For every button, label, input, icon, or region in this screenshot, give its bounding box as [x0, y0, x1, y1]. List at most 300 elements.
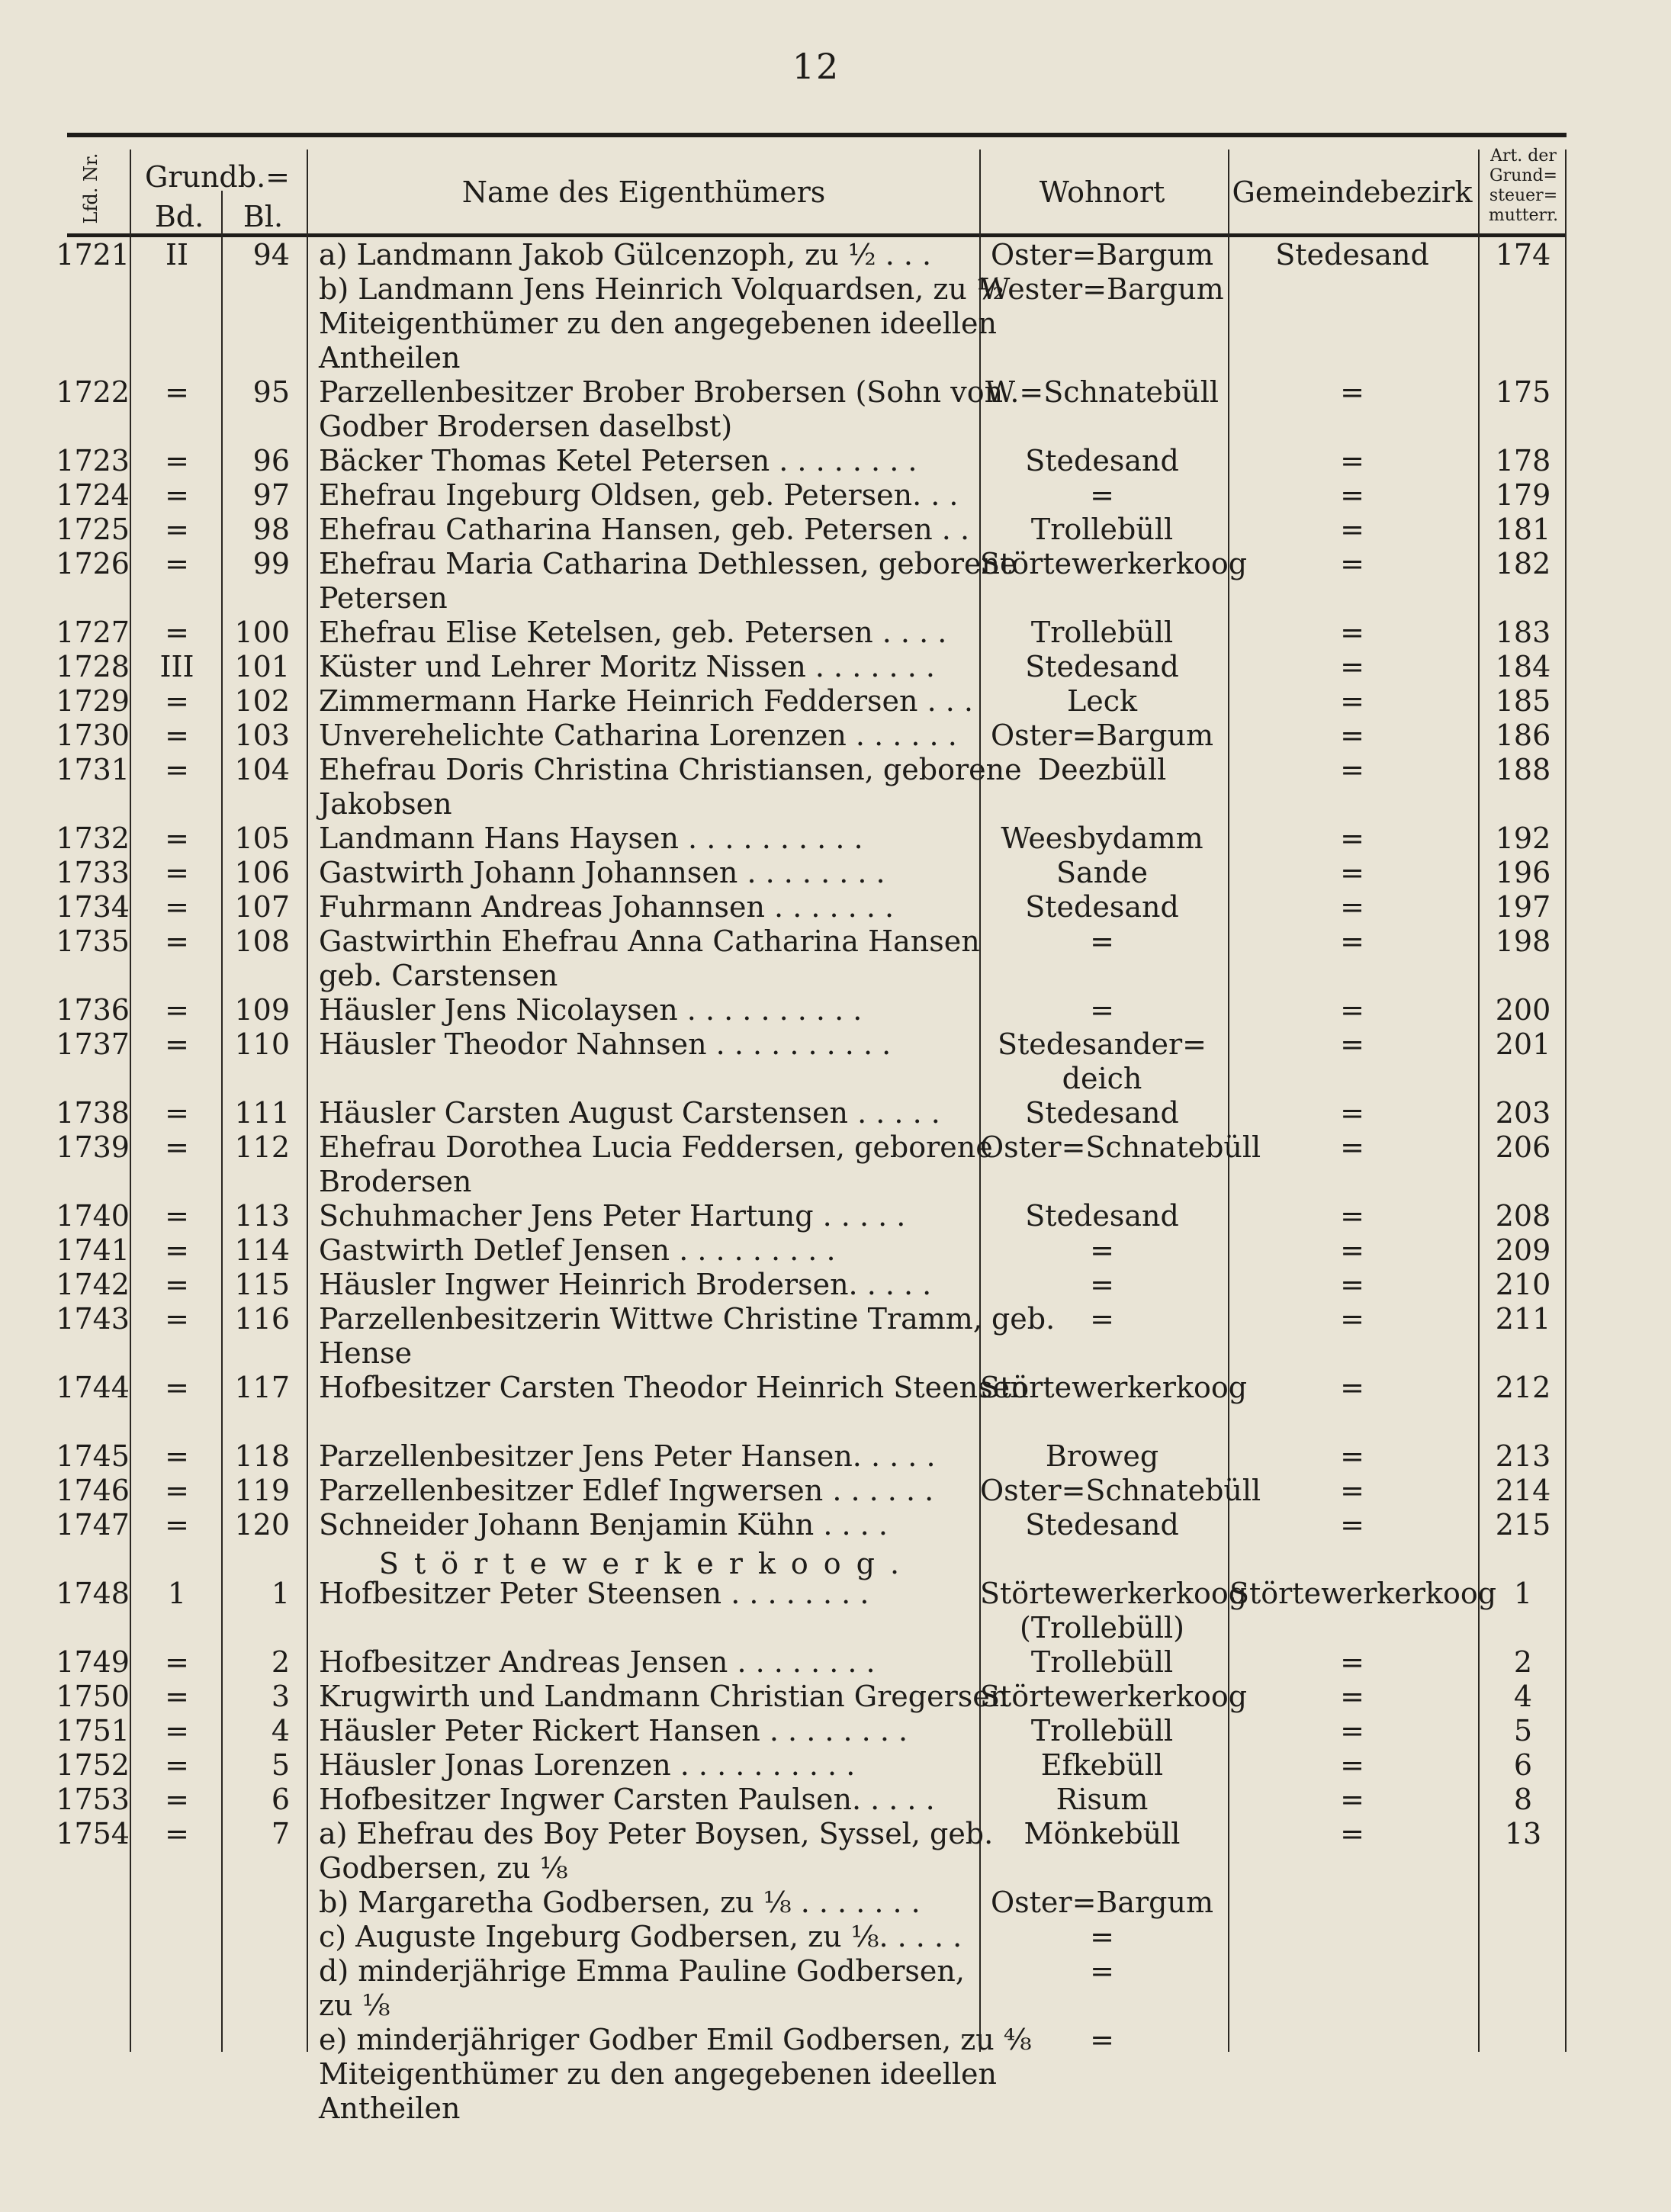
- grundbuch-blatt: 120: [234, 1508, 290, 1542]
- wohnort: Trollebüll: [1030, 1714, 1174, 1747]
- table-row: [0, 1989, 1671, 2022]
- grundbuch-blatt: 7: [271, 1817, 290, 1850]
- table-row: [0, 993, 1671, 1027]
- table-header-rule: [67, 233, 1567, 237]
- grundbuch-band: =: [165, 478, 189, 512]
- lfd-nr: 1746: [56, 1474, 130, 1507]
- art-number: 188: [1495, 753, 1551, 786]
- table-row: [0, 1577, 1671, 1610]
- table-row: [0, 616, 1671, 649]
- grundbuch-blatt: 96: [252, 444, 290, 477]
- gemeindebezirk: =: [1340, 856, 1364, 889]
- art-number: 181: [1495, 513, 1551, 546]
- gemeindebezirk: =: [1340, 1130, 1364, 1164]
- art-number: 1: [1513, 1577, 1533, 1610]
- wohnort: Oster=Bargum: [991, 719, 1213, 752]
- lfd-nr: 1732: [56, 821, 130, 855]
- lfd-nr: 1739: [56, 1130, 130, 1164]
- owner-name: Häusler Jonas Lorenzen . . . . . . . . . .: [319, 1748, 856, 1782]
- gemeindebezirk: =: [1340, 1748, 1364, 1782]
- art-number: 5: [1513, 1714, 1533, 1747]
- gemeindebezirk: =: [1340, 1268, 1364, 1301]
- art-number: 6: [1513, 1748, 1533, 1782]
- grundbuch-band: =: [165, 375, 189, 409]
- owner-name: Parzellenbesitzer Jens Peter Hansen. . . . .: [319, 1439, 936, 1473]
- table-row: [0, 513, 1671, 546]
- table-row: [0, 1062, 1671, 1095]
- lfd-nr: 1752: [56, 1748, 130, 1782]
- grundbuch-blatt: 4: [271, 1714, 290, 1747]
- grundbuch-blatt: 6: [271, 1783, 290, 1816]
- wohnort: Trollebüll: [1030, 513, 1174, 546]
- wohnort: Stedesand: [1025, 1096, 1179, 1130]
- lfd-nr: 1748: [56, 1577, 130, 1610]
- gemeindebezirk: =: [1340, 616, 1364, 649]
- table-top-rule: [67, 133, 1567, 137]
- grundbuch-blatt: 5: [271, 1748, 290, 1782]
- owner-name: Landmann Hans Haysen . . . . . . . . . .: [319, 821, 863, 855]
- wohnort: Leck: [1066, 684, 1138, 718]
- wohnort: Stedesand: [1025, 650, 1179, 683]
- grundbuch-band: II: [165, 238, 189, 272]
- gemeindebezirk: =: [1340, 1371, 1364, 1404]
- lfd-nr: 1728: [56, 650, 130, 683]
- owner-name: Hense: [319, 1336, 413, 1370]
- art-number: 179: [1495, 478, 1551, 512]
- table-row: [0, 1199, 1671, 1233]
- lfd-nr: 1750: [56, 1680, 130, 1713]
- table-row: [0, 1302, 1671, 1336]
- table-row: [0, 1405, 1671, 1439]
- table-row: [0, 581, 1671, 615]
- wohnort: Oster=Bargum: [991, 238, 1213, 272]
- owner-name: d) minderjährige Emma Pauline Godbersen,: [319, 1954, 965, 1988]
- owner-name: Häusler Theodor Nahnsen . . . . . . . . . .: [319, 1027, 892, 1061]
- grundbuch-band: =: [165, 1474, 189, 1507]
- gemeindebezirk: =: [1340, 1680, 1364, 1713]
- lfd-nr: 1745: [56, 1439, 130, 1473]
- gemeindebezirk: =: [1340, 478, 1364, 512]
- wohnort: Mönkebüll: [1023, 1817, 1181, 1850]
- grundbuch-band: =: [165, 1748, 189, 1782]
- gemeindebezirk: =: [1340, 547, 1364, 580]
- lfd-nr: 1753: [56, 1783, 130, 1816]
- grundbuch-band: =: [165, 616, 189, 649]
- gemeindebezirk: =: [1340, 1714, 1364, 1747]
- owner-name: a) Landmann Jakob Gülcenzoph, zu ½ . . .: [319, 238, 932, 272]
- wohnort: =: [1090, 1954, 1114, 1988]
- wohnort: =: [1090, 1920, 1114, 1953]
- table-row: [0, 1714, 1671, 1747]
- art-number: 2: [1513, 1645, 1533, 1679]
- owner-name: Parzellenbesitzer Edlef Ingwersen . . . . . .: [319, 1474, 934, 1507]
- table-row: [0, 272, 1671, 306]
- owner-name: Miteigenthümer zu den angegebenen ideellen: [319, 2057, 997, 2091]
- table-row: [0, 1611, 1671, 1645]
- owner-name: Brodersen: [319, 1165, 472, 1198]
- art-number: 215: [1495, 1508, 1551, 1542]
- wohnort: Trollebüll: [1030, 616, 1174, 649]
- table-row: [0, 684, 1671, 718]
- art-number: 214: [1495, 1474, 1551, 1507]
- grundbuch-band: III: [159, 650, 194, 683]
- lfd-nr: 1736: [56, 993, 130, 1027]
- owner-name: Ehefrau Ingeburg Oldsen, geb. Petersen. . .: [319, 478, 959, 512]
- header-bl: Bl.: [243, 200, 284, 233]
- owner-name: a) Ehefrau des Boy Peter Boysen, Syssel, geb.: [319, 1817, 994, 1850]
- wohnort: Störtewerkerkoog: [980, 1680, 1248, 1713]
- section-title: Störtewerkerkoog.: [378, 1547, 915, 1580]
- grundbuch-band: =: [165, 684, 189, 718]
- owner-name: Krugwirth und Landmann Christian Gregersen: [319, 1680, 1009, 1713]
- lfd-nr: 1721: [56, 238, 130, 272]
- art-number: 198: [1495, 924, 1551, 958]
- grundbuch-blatt: 106: [234, 856, 290, 889]
- header-bd: Bd.: [154, 200, 204, 233]
- table-row: [0, 2091, 1671, 2125]
- header-art-line-4: mutterr.: [1488, 206, 1559, 225]
- table-row: [0, 547, 1671, 580]
- wohnort: Trollebüll: [1030, 1645, 1174, 1679]
- owner-name: Godber Brodersen daselbst): [319, 410, 733, 443]
- table-row: [0, 959, 1671, 992]
- art-number: 183: [1495, 616, 1551, 649]
- page-number: 12: [792, 46, 840, 87]
- table-row: [0, 1680, 1671, 1713]
- wohnort: =: [1090, 1233, 1114, 1267]
- wohnort: Störtewerkerkoog: [980, 1371, 1248, 1404]
- grundbuch-band: =: [165, 444, 189, 477]
- owner-name: Häusler Carsten August Carstensen . . . . .: [319, 1096, 940, 1130]
- grundbuch-band: =: [165, 1714, 189, 1747]
- owner-name: Hofbesitzer Peter Steensen . . . . . . . .: [319, 1577, 869, 1610]
- lfd-nr: 1744: [56, 1371, 130, 1404]
- grundbuch-blatt: 119: [234, 1474, 290, 1507]
- art-number: 206: [1495, 1130, 1551, 1164]
- gemeindebezirk: =: [1340, 1474, 1364, 1507]
- grundbuch-band: =: [165, 513, 189, 546]
- lfd-nr: 1733: [56, 856, 130, 889]
- table-row: [0, 478, 1671, 512]
- wohnort: Risum: [1056, 1783, 1149, 1816]
- grundbuch-band: =: [165, 1783, 189, 1816]
- gemeindebezirk: Störtewerkerkoog: [1229, 1577, 1497, 1610]
- owner-name: Häusler Peter Rickert Hansen . . . . . . . .: [319, 1714, 908, 1747]
- header-name: Name des Eigenthümers: [461, 175, 826, 209]
- art-number: 209: [1495, 1233, 1551, 1267]
- grundbuch-blatt: 110: [234, 1027, 290, 1061]
- wohnort: =: [1090, 478, 1114, 512]
- wohnort: =: [1090, 1302, 1114, 1336]
- art-number: 184: [1495, 650, 1551, 683]
- owner-name: Parzellenbesitzer Brober Brobersen (Sohn von: [319, 375, 1004, 409]
- owner-name: Ehefrau Doris Christina Christiansen, geborene: [319, 753, 1022, 786]
- lfd-nr: 1747: [56, 1508, 130, 1542]
- wohnort: =: [1090, 924, 1114, 958]
- wohnort: Weesbydamm: [1001, 821, 1203, 855]
- grundbuch-band: =: [165, 1508, 189, 1542]
- owner-name: Parzellenbesitzerin Wittwe Christine Tramm, geb.: [319, 1302, 1056, 1336]
- grundbuch-blatt: 114: [234, 1233, 290, 1267]
- wohnort: W.=Schnatebüll: [985, 375, 1220, 409]
- lfd-nr: 1724: [56, 478, 130, 512]
- owner-name: Häusler Jens Nicolaysen . . . . . . . . . .: [319, 993, 863, 1027]
- grundbuch-blatt: 107: [234, 890, 290, 924]
- table-row: [0, 1748, 1671, 1782]
- art-number: 174: [1495, 238, 1551, 272]
- grundbuch-blatt: 97: [252, 478, 290, 512]
- gemeindebezirk: =: [1340, 1439, 1364, 1473]
- grundbuch-blatt: 109: [234, 993, 290, 1027]
- art-number: 197: [1495, 890, 1551, 924]
- grundbuch-blatt: 117: [234, 1371, 290, 1404]
- grundbuch-blatt: 105: [234, 821, 290, 855]
- table-row: [0, 719, 1671, 752]
- owner-name: b) Landmann Jens Heinrich Volquardsen, zu ½: [319, 272, 1004, 306]
- art-number: 178: [1495, 444, 1551, 477]
- grundbuch-blatt: 102: [234, 684, 290, 718]
- owner-name: Bäcker Thomas Ketel Petersen . . . . . . . .: [319, 444, 917, 477]
- grundbuch-band: =: [165, 993, 189, 1027]
- wohnort: =: [1090, 993, 1114, 1027]
- grundbuch-blatt: 100: [234, 616, 290, 649]
- grundbuch-blatt: 2: [271, 1645, 290, 1679]
- table-row: [0, 375, 1671, 409]
- gemeindebezirk: =: [1340, 1783, 1364, 1816]
- owner-name: Ehefrau Dorothea Lucia Feddersen, geborene: [319, 1130, 993, 1164]
- table-row: [0, 821, 1671, 855]
- art-number: 185: [1495, 684, 1551, 718]
- table-row: [0, 341, 1671, 375]
- table-row: [0, 856, 1671, 889]
- lfd-nr: 1727: [56, 616, 130, 649]
- table-row: [0, 1886, 1671, 1919]
- gemeindebezirk: =: [1340, 650, 1364, 683]
- lfd-nr: 1751: [56, 1714, 130, 1747]
- owner-name: Miteigenthümer zu den angegebenen ideellen: [319, 307, 997, 340]
- wohnort: Oster=Schnatebüll: [980, 1130, 1261, 1164]
- table-row: [0, 307, 1671, 340]
- grundbuch-blatt: 111: [234, 1096, 290, 1130]
- owner-name: c) Auguste Ingeburg Godbersen, zu ⅛. . . . .: [319, 1920, 962, 1953]
- gemeindebezirk: =: [1340, 444, 1364, 477]
- art-number: 186: [1495, 719, 1551, 752]
- grundbuch-band: =: [165, 1027, 189, 1061]
- art-number: 182: [1495, 547, 1551, 580]
- lfd-nr: 1740: [56, 1199, 130, 1233]
- art-number: 192: [1495, 821, 1551, 855]
- table-row: [0, 2023, 1671, 2056]
- gemeindebezirk: =: [1340, 753, 1364, 786]
- lfd-nr: 1729: [56, 684, 130, 718]
- header-wohnort: Wohnort: [1039, 175, 1165, 209]
- table-row: [0, 1336, 1671, 1370]
- owner-name: Ehefrau Maria Catharina Dethlessen, geborene: [319, 547, 1017, 580]
- art-number: 196: [1495, 856, 1551, 889]
- grundbuch-band: =: [165, 719, 189, 752]
- table-row: [0, 1439, 1671, 1473]
- table-row: [0, 650, 1671, 683]
- grundbuch-band: =: [165, 821, 189, 855]
- art-number: 175: [1495, 375, 1551, 409]
- wohnort: =: [1090, 1268, 1114, 1301]
- table-row: [0, 1783, 1671, 1816]
- owner-name: Häusler Ingwer Heinrich Brodersen. . . . .: [319, 1268, 932, 1301]
- grundbuch-blatt: 113: [234, 1199, 290, 1233]
- grundbuch-blatt: 104: [234, 753, 290, 786]
- wohnort: Störtewerkerkoog: [980, 547, 1248, 580]
- grundbuch-band: =: [165, 1817, 189, 1850]
- owner-name: Gastwirth Johann Johannsen . . . . . . . .: [319, 856, 885, 889]
- art-number: 201: [1495, 1027, 1551, 1061]
- header-gemeindebezirk: Gemeindebezirk: [1232, 175, 1473, 209]
- grundbuch-band: 1: [167, 1577, 187, 1610]
- gemeindebezirk: =: [1340, 513, 1364, 546]
- table-row: [0, 1371, 1671, 1404]
- gemeindebezirk: =: [1340, 993, 1364, 1027]
- table-row: [0, 1233, 1671, 1267]
- wohnort: deich: [1062, 1062, 1142, 1095]
- wohnort: (Trollebüll): [1020, 1611, 1184, 1645]
- grundbuch-blatt: 99: [252, 547, 290, 580]
- table-row: [0, 1130, 1671, 1164]
- wohnort: Stedesand: [1025, 1199, 1179, 1233]
- lfd-nr: 1742: [56, 1268, 130, 1301]
- table-row: [0, 1027, 1671, 1061]
- owner-name: Godbersen, zu ⅛: [319, 1851, 568, 1885]
- owner-name: Petersen: [319, 581, 448, 615]
- gemeindebezirk: =: [1340, 890, 1364, 924]
- art-number: 208: [1495, 1199, 1551, 1233]
- table-row: [0, 238, 1671, 272]
- owner-name: Hofbesitzer Ingwer Carsten Paulsen. . . . .: [319, 1783, 935, 1816]
- table-row: [0, 2057, 1671, 2091]
- lfd-nr: 1735: [56, 924, 130, 958]
- table-row: [0, 1268, 1671, 1301]
- owner-name: Küster und Lehrer Moritz Nissen . . . . . . .: [319, 650, 935, 683]
- grundbuch-band: =: [165, 1439, 189, 1473]
- owner-name: zu ⅛: [319, 1989, 390, 2022]
- owner-name: e) minderjähriger Godber Emil Godbersen, zu ⁴⁄₈: [319, 2023, 1032, 2056]
- table-row: [0, 1920, 1671, 1953]
- table-row: [0, 787, 1671, 821]
- owner-name: Ehefrau Catharina Hansen, geb. Petersen . .: [319, 513, 970, 546]
- gemeindebezirk: =: [1340, 924, 1364, 958]
- table-row: [0, 1817, 1671, 1850]
- art-number: 4: [1513, 1680, 1533, 1713]
- grundbuch-band: =: [165, 753, 189, 786]
- grundbuch-blatt: 103: [234, 719, 290, 752]
- lfd-nr: 1738: [56, 1096, 130, 1130]
- table-row: [0, 1474, 1671, 1507]
- header-art-line-1: Art. der: [1490, 146, 1557, 166]
- table-row: [0, 1645, 1671, 1679]
- lfd-nr: 1723: [56, 444, 130, 477]
- grundbuch-blatt: 98: [252, 513, 290, 546]
- lfd-nr: 1722: [56, 375, 130, 409]
- wohnort: Efkebüll: [1040, 1748, 1164, 1782]
- owner-name: Hofbesitzer Carsten Theodor Heinrich Steensen: [319, 1371, 1029, 1404]
- table-row: [0, 890, 1671, 924]
- owner-name: b) Margaretha Godbersen, zu ⅛ . . . . . . .: [319, 1886, 921, 1919]
- owner-name: Schneider Johann Benjamin Kühn . . . .: [319, 1508, 888, 1542]
- grundbuch-blatt: 95: [252, 375, 290, 409]
- wohnort: Broweg: [1045, 1439, 1159, 1473]
- art-number: 213: [1495, 1439, 1551, 1473]
- gemeindebezirk: =: [1340, 1199, 1364, 1233]
- owner-name: Ehefrau Elise Ketelsen, geb. Petersen . . . .: [319, 616, 947, 649]
- gemeindebezirk: =: [1340, 719, 1364, 752]
- wohnort: =: [1090, 2023, 1114, 2056]
- art-number: 210: [1495, 1268, 1551, 1301]
- header-lfd-nr: Lfd. Nr.: [80, 153, 101, 224]
- wohnort: Stedesand: [1025, 890, 1179, 924]
- gemeindebezirk: =: [1340, 1508, 1364, 1542]
- gemeindebezirk: =: [1340, 1817, 1364, 1850]
- wohnort: Sande: [1056, 856, 1148, 889]
- owner-name: Unverehelichte Catharina Lorenzen . . . . . .: [319, 719, 957, 752]
- header-art-line-2: Grund=: [1489, 166, 1557, 185]
- art-number: 211: [1495, 1302, 1551, 1336]
- lfd-nr: 1725: [56, 513, 130, 546]
- lfd-nr: 1754: [56, 1817, 130, 1850]
- owner-name: Gastwirth Detlef Jensen . . . . . . . . .: [319, 1233, 836, 1267]
- owner-name: geb. Carstensen: [319, 959, 558, 992]
- table-row: [0, 1096, 1671, 1130]
- art-number: 8: [1513, 1783, 1533, 1816]
- grundbuch-band: =: [165, 1096, 189, 1130]
- header-art-line-3: steuer=: [1489, 186, 1558, 205]
- table-row: [0, 444, 1671, 477]
- table-row: [0, 753, 1671, 786]
- header-grundbuch: Grundb.=: [144, 160, 291, 194]
- grundbuch-band: =: [165, 1645, 189, 1679]
- art-number: 212: [1495, 1371, 1551, 1404]
- table-row: [0, 410, 1671, 443]
- wohnort: Oster=Schnatebüll: [980, 1474, 1261, 1507]
- grundbuch-band: =: [165, 547, 189, 580]
- grundbuch-blatt: 118: [234, 1439, 290, 1473]
- owner-name: Zimmermann Harke Heinrich Feddersen . . .: [319, 684, 973, 718]
- grundbuch-blatt: 101: [234, 650, 290, 683]
- gemeindebezirk: =: [1340, 375, 1364, 409]
- lfd-nr: 1726: [56, 547, 130, 580]
- table-row: [0, 1954, 1671, 1988]
- gemeindebezirk: Stedesand: [1275, 238, 1429, 272]
- grundbuch-blatt: 1: [271, 1577, 290, 1610]
- gemeindebezirk: =: [1340, 1302, 1364, 1336]
- gemeindebezirk: =: [1340, 1645, 1364, 1679]
- grundbuch-band: =: [165, 856, 189, 889]
- grundbuch-blatt: 94: [252, 238, 290, 272]
- grundbuch-blatt: 3: [271, 1680, 290, 1713]
- grundbuch-blatt: 112: [234, 1130, 290, 1164]
- grundbuch-blatt: 115: [234, 1268, 290, 1301]
- wohnort: Stedesand: [1025, 1508, 1179, 1542]
- wohnort: Deezbüll: [1037, 753, 1167, 786]
- art-number: 13: [1504, 1817, 1542, 1850]
- gemeindebezirk: =: [1340, 684, 1364, 718]
- owner-name: Antheilen: [319, 2091, 461, 2125]
- grundbuch-blatt: 116: [234, 1302, 290, 1336]
- lfd-nr: 1741: [56, 1233, 130, 1267]
- owner-name: Gastwirthin Ehefrau Anna Catharina Hansen: [319, 924, 980, 958]
- wohnort: Stedesand: [1025, 444, 1179, 477]
- grundbuch-band: =: [165, 1233, 189, 1267]
- grundbuch-band: =: [165, 1371, 189, 1404]
- art-number: 203: [1495, 1096, 1551, 1130]
- owner-name: Antheilen: [319, 341, 461, 375]
